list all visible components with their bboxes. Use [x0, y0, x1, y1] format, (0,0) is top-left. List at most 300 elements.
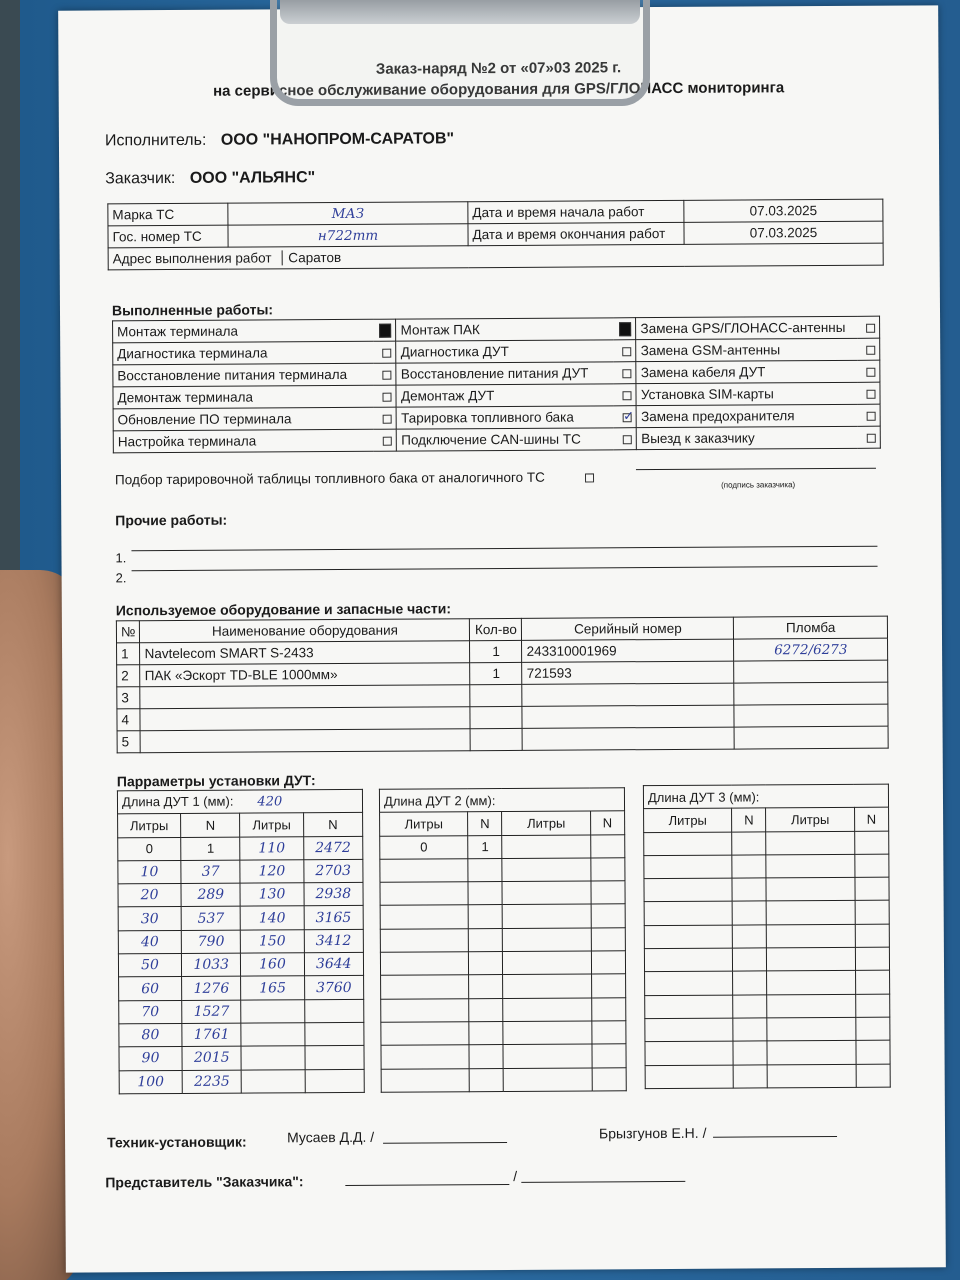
column-header: N [590, 811, 624, 835]
dut-cell: 537 [181, 907, 241, 931]
dut-cell [645, 995, 733, 1019]
dut1-table [117, 789, 365, 1094]
column-header: Литры [118, 814, 181, 838]
column-header: Литры [766, 808, 854, 832]
work-label: Восстановление питания ДУТ [396, 362, 613, 385]
dut-length-row [117, 789, 362, 814]
table-row [644, 877, 889, 902]
table-row [119, 1046, 364, 1071]
table-row [118, 906, 363, 931]
other-works-line-1-label: 1. [115, 550, 127, 566]
work-checkbox[interactable] [866, 390, 875, 399]
dut-cell [502, 835, 590, 859]
work-checkbox[interactable] [383, 415, 392, 424]
customer-signature-line [636, 468, 876, 470]
work-checkbox-cell [374, 363, 397, 385]
dut-cell: 150 [241, 929, 304, 953]
table-row [118, 883, 363, 908]
work-label: Тарировка топливного бака [397, 406, 614, 429]
column-header: Кол-во [470, 618, 522, 640]
plate-label: Гос. номер ТС [108, 225, 228, 248]
dut-cell [381, 998, 469, 1022]
work-checkbox-cell [614, 406, 637, 428]
dut-cell [591, 881, 625, 905]
work-label: Выезд к заказчику [637, 426, 858, 449]
dut-cell: 3412 [304, 929, 364, 953]
column-header: Литры [644, 808, 732, 832]
work-checkbox[interactable] [383, 371, 392, 380]
dut-cell [732, 855, 766, 879]
works-heading: Выполненные работы: [111, 301, 274, 319]
column-header: N [303, 813, 363, 837]
dut-cell [469, 975, 503, 999]
equipment-cell-n: 4 [117, 709, 141, 731]
table-row [645, 994, 890, 1019]
calibration-label: Подбор тарировочной таблицы топливного бака от аналогичного ТС [114, 469, 545, 488]
dut-cell [854, 831, 888, 855]
end-label: Дата и время окончания работ [468, 222, 684, 245]
representative-signature-line-1[interactable] [345, 1184, 509, 1186]
work-checkbox[interactable] [867, 412, 876, 421]
column-header: N [732, 808, 766, 832]
dut-cell [503, 904, 591, 928]
dut-cell: 30 [118, 907, 181, 931]
dut-cell [380, 905, 468, 929]
column-header: Литры [380, 812, 468, 836]
work-checkbox-cell [614, 428, 637, 450]
equipment-cell-n: 1 [117, 643, 141, 665]
dut-cell [733, 971, 767, 995]
work-checkbox[interactable] [619, 322, 631, 336]
dut-cell [855, 971, 889, 995]
dut-cell: 2472 [303, 836, 363, 860]
technician-label: Техник-установщик: [107, 1133, 247, 1151]
equipment-cell-qty: 1 [470, 640, 522, 662]
dut-cell: 2938 [304, 883, 364, 907]
dut-cell [766, 831, 854, 855]
table-row [645, 1017, 890, 1042]
vehicle-info-table [107, 199, 883, 271]
dut-cell: 50 [118, 954, 181, 978]
table-row [380, 858, 625, 883]
dut-cell [855, 854, 889, 878]
dut-cell [468, 928, 502, 952]
column-header: Литры [240, 813, 303, 837]
executor-value: ООО "НАНОПРОМ-САРАТОВ" [220, 130, 455, 149]
dut-cell [304, 1022, 364, 1046]
table-row [381, 1021, 626, 1046]
work-label: Установка SIM-карты [636, 382, 857, 405]
column-header: Серийный номер [522, 617, 734, 640]
work-label: Подключение CAN-шины ТС [397, 428, 614, 451]
dut1-block [117, 789, 365, 1094]
dut-cell [767, 924, 855, 948]
dut-cell [241, 1023, 304, 1047]
technician-1-name: Мусаев Д.Д. / [286, 1128, 375, 1146]
work-label: Замена предохранителя [636, 404, 857, 427]
work-label: Замена GSM-антенны [636, 338, 857, 361]
equipment-cell-seal [734, 682, 888, 705]
dut-cell [503, 928, 591, 952]
table-row [380, 881, 625, 906]
table-row [118, 859, 363, 884]
start-label: Дата и время начала работ [468, 200, 684, 223]
dut-cell [304, 999, 364, 1023]
work-checkbox-cell [857, 426, 880, 448]
equipment-cell-serial [523, 727, 735, 750]
table-row [119, 999, 364, 1024]
document-title: Заказ-наряд №2 от «07»03 2025 г. [375, 59, 622, 78]
dut-cell: 10 [118, 860, 181, 884]
dut-cell [469, 1045, 503, 1069]
dut-cell: 37 [181, 860, 241, 884]
dut-cell [592, 1044, 626, 1068]
dut-cell [767, 901, 855, 925]
work-checkbox[interactable] [623, 413, 632, 422]
dut-cell: 160 [241, 953, 304, 977]
dut-cell [305, 1069, 365, 1093]
table-row [380, 951, 625, 976]
work-checkbox-cell [613, 340, 636, 362]
dut-cell: 1 [181, 837, 241, 861]
dut-cell [732, 878, 766, 902]
table-row [645, 971, 890, 996]
dut-cell [591, 904, 625, 928]
dut-cell [381, 975, 469, 999]
equipment-table [116, 616, 889, 754]
end-value: 07.03.2025 [684, 221, 883, 244]
dut-cell [380, 859, 468, 883]
work-label: Восстановление питания терминала [113, 363, 374, 387]
work-checkbox-cell [613, 318, 636, 340]
work-label: Демонтаж ДУТ [396, 384, 613, 407]
work-checkbox[interactable] [867, 434, 876, 443]
other-works-line-2-label: 2. [115, 570, 127, 586]
equipment-cell-seal [734, 660, 888, 683]
dut-cell [380, 952, 468, 976]
dut-length-row [379, 788, 624, 813]
dut-cell [644, 832, 732, 856]
dut-cell: 2703 [303, 859, 363, 883]
dut-cell [645, 1065, 733, 1089]
dut-cell [242, 1069, 305, 1093]
table-row [117, 726, 888, 753]
equipment-cell-seal [735, 726, 889, 749]
equipment-cell-serial [522, 705, 734, 728]
brand-value: МАЗ [228, 202, 468, 225]
dut-cell [733, 1064, 767, 1088]
dut-cell [468, 882, 502, 906]
table-row [644, 901, 889, 926]
dut2-table [379, 787, 627, 1092]
dut-cell [592, 1021, 626, 1045]
table-row [644, 947, 889, 972]
dut-cell [380, 928, 468, 952]
table-row [113, 426, 880, 453]
dut-cell [733, 995, 767, 1019]
work-checkbox-cell [373, 319, 396, 341]
clipboard-clip [270, 0, 650, 106]
dut-cell: 60 [119, 977, 182, 1001]
dut-cell: 1 [468, 835, 502, 859]
dut-cell [733, 948, 767, 972]
dut-cell [644, 902, 732, 926]
equipment-cell-name [141, 729, 471, 753]
dut-cell [469, 952, 503, 976]
dut-cell: 20 [118, 884, 181, 908]
dut-cell: 130 [240, 883, 303, 907]
column-header: Пломба [734, 616, 888, 639]
work-checkbox[interactable] [383, 349, 392, 358]
equipment-cell-qty [470, 684, 522, 706]
equipment-cell-name: Navtelecom SMART S-2433 [140, 641, 470, 665]
equipment-cell-name: ПАК «Эскорт TD-BLE 1000мм» [140, 663, 470, 687]
equipment-cell-seal [734, 704, 888, 727]
work-checkbox-cell [857, 404, 880, 426]
table-row [108, 243, 883, 270]
dut-cell [503, 974, 591, 998]
dut3-block [643, 784, 891, 1089]
table-row [119, 1069, 364, 1094]
work-checkbox-cell [857, 360, 880, 382]
work-checkbox-cell [857, 382, 880, 404]
dut-cell [469, 1068, 503, 1092]
address-label: Адрес выполнения работ [112, 250, 272, 267]
brand-label: Марка ТС [108, 203, 228, 226]
dut-cell [856, 1017, 890, 1041]
column-header: Литры [502, 811, 590, 835]
representative-signature-line-2[interactable] [521, 1181, 685, 1183]
dut-cell [591, 974, 625, 998]
dut-cell: 90 [119, 1047, 182, 1071]
work-checkbox[interactable] [623, 391, 632, 400]
dut-cell [768, 1064, 856, 1088]
dut-cell: 165 [241, 976, 304, 1000]
work-label: Монтаж терминала [113, 319, 374, 343]
dut3-table [643, 784, 891, 1089]
equipment-cell-name [140, 707, 470, 731]
dut-length-label: Длина ДУТ 2 (мм): [383, 792, 496, 809]
dut-cell [503, 951, 591, 975]
column-header: Наименование оборудования [140, 619, 470, 643]
dut-heading: Парраметры установки ДУТ: [116, 772, 316, 790]
dut-cell: 3644 [304, 952, 364, 976]
dut-cell [767, 994, 855, 1018]
dut-length-cell [643, 784, 888, 809]
table-row [380, 834, 625, 859]
dut-length-label: Длина ДУТ 3 (мм): [647, 789, 760, 805]
work-checkbox[interactable] [866, 346, 875, 355]
executor-label: Исполнитель: [104, 131, 207, 150]
address-value: Саратов [281, 250, 341, 265]
dut-cell [644, 878, 732, 902]
dut-cell [645, 1018, 733, 1042]
address-cell [108, 243, 883, 270]
dut-length-cell [379, 788, 624, 813]
dut-cell [855, 877, 889, 901]
work-checkbox-cell [374, 385, 397, 407]
equipment-cell-qty: 1 [470, 662, 522, 684]
table-row [380, 904, 625, 929]
table-row [381, 1044, 626, 1069]
dut-cell [469, 1021, 503, 1045]
dut-cell: 1527 [182, 1000, 242, 1024]
dut-cell: 1761 [182, 1023, 242, 1047]
dut-cell [503, 1021, 591, 1045]
table-row [644, 924, 889, 949]
work-order-sheet [58, 5, 946, 1272]
table-row [644, 854, 889, 879]
table-header-row [644, 807, 889, 832]
dut-cell [591, 928, 625, 952]
dut-cell [503, 998, 591, 1022]
dut-cell: 1033 [181, 953, 241, 977]
technician-2-name: Брызгунов Е.Н. / [598, 1124, 707, 1142]
dut-cell [592, 1067, 626, 1091]
work-checkbox-cell [613, 362, 636, 384]
work-label: Демонтаж терминала [113, 385, 374, 409]
dut-cell [767, 1017, 855, 1041]
work-checkbox-cell [857, 338, 880, 360]
work-checkbox-cell [374, 429, 397, 451]
dut-cell [732, 831, 766, 855]
dut-cell [644, 948, 732, 972]
start-value: 07.03.2025 [684, 199, 883, 222]
work-checkbox[interactable] [380, 324, 392, 338]
work-checkbox[interactable] [623, 435, 632, 444]
table-row [118, 952, 363, 977]
table-row [381, 1067, 626, 1092]
customer-value: ООО "АЛЬЯНС" [189, 169, 316, 187]
calibration-row [115, 469, 594, 487]
technician-2-signature-line[interactable] [713, 1136, 837, 1138]
dut-cell [381, 1022, 469, 1046]
dut-cell [766, 878, 854, 902]
dut-cell: 70 [119, 1000, 182, 1024]
dut-cell [381, 1068, 469, 1092]
equipment-cell-qty [471, 728, 523, 750]
other-works-line-2[interactable] [132, 566, 878, 572]
dut-cell: 80 [119, 1023, 182, 1047]
dut-cell: 790 [181, 930, 241, 954]
table-row [645, 1064, 890, 1089]
equipment-cell-serial [522, 683, 734, 706]
equipment-cell-serial: 721593 [522, 661, 734, 684]
customer-row [105, 169, 315, 188]
customer-label: Заказчик: [105, 169, 176, 188]
dut-cell [241, 999, 304, 1023]
other-works-heading: Прочие работы: [115, 511, 228, 529]
work-label: Замена кабеля ДУТ [636, 360, 857, 383]
table-row [645, 1040, 890, 1065]
dut-cell [304, 1046, 364, 1070]
work-checkbox[interactable] [866, 324, 875, 333]
dut-cell: 140 [241, 906, 304, 930]
dut-length-row [643, 784, 888, 809]
table-row [381, 974, 626, 999]
other-works-line-1[interactable] [131, 546, 877, 552]
work-label: Настройка терминала [113, 429, 374, 453]
dut-length-label: Длина ДУТ 1 (мм): [121, 793, 234, 810]
equipment-cell-n: 5 [117, 731, 141, 753]
signature-caption: (подпись заказчика) [721, 480, 796, 490]
dut-cell: 120 [240, 860, 303, 884]
dut-cell [590, 834, 624, 858]
dut-cell [502, 858, 590, 882]
equipment-heading: Используемое оборудование и запасные части: [115, 600, 452, 619]
table-row [119, 1022, 364, 1047]
dut-cell: 0 [380, 835, 468, 859]
table-header-row [380, 811, 625, 836]
dut-cell [855, 924, 889, 948]
dut-cell [733, 1018, 767, 1042]
dut-cell [732, 925, 766, 949]
technician-1-signature-line[interactable] [383, 1142, 507, 1144]
dut-cell [855, 947, 889, 971]
column-header: № [116, 621, 140, 643]
dut-cell [645, 971, 733, 995]
work-label: Обновление ПО терминала [113, 407, 374, 431]
representative-label: Представитель "Заказчика": [105, 1173, 304, 1191]
work-label: Диагностика ДУТ [396, 340, 613, 363]
equipment-cell-n: 3 [117, 687, 141, 709]
work-label: Замена GPS/ГЛОНАСС-антенны [636, 316, 857, 339]
work-checkbox-cell [614, 384, 637, 406]
dut-cell: 3760 [304, 976, 364, 1000]
work-checkbox[interactable] [866, 368, 875, 377]
dut-cell [766, 854, 854, 878]
work-checkbox[interactable] [623, 369, 632, 378]
dut-cell [733, 1041, 767, 1065]
dut-cell [644, 855, 732, 879]
equipment-cell-seal: 6272/6273 [734, 638, 888, 661]
plate-value: н722тт [228, 224, 468, 247]
dut-cell [469, 998, 503, 1022]
column-header: N [854, 807, 888, 831]
works-table [112, 316, 881, 454]
dut-cell [241, 1046, 304, 1070]
dut-cell: 2235 [182, 1070, 242, 1094]
dut-cell [732, 901, 766, 925]
executor-row [105, 130, 454, 150]
dut-cell: 289 [181, 883, 241, 907]
dut-cell: 1276 [182, 976, 242, 1000]
dut-cell [645, 1041, 733, 1065]
dut-cell [855, 994, 889, 1018]
representative-slash: / [513, 1167, 518, 1184]
calibration-checkbox[interactable] [585, 473, 594, 482]
equipment-cell-qty [470, 706, 522, 728]
table-row [381, 997, 626, 1022]
dut-cell [468, 858, 502, 882]
table-row [118, 929, 363, 954]
dut-cell [856, 1064, 890, 1088]
dut-cell [767, 1041, 855, 1065]
work-checkbox[interactable] [623, 347, 632, 356]
dut-cell [503, 1044, 591, 1068]
dut2-block [379, 787, 627, 1092]
dut-cell: 110 [240, 836, 303, 860]
work-checkbox[interactable] [383, 393, 392, 402]
dut-cell: 100 [119, 1070, 182, 1094]
table-row [118, 836, 363, 861]
work-checkbox-cell [857, 316, 880, 338]
dut-cell [591, 997, 625, 1021]
work-checkbox[interactable] [383, 437, 392, 446]
equipment-cell-name [140, 685, 470, 709]
work-label: Монтаж ПАК [396, 318, 613, 341]
dut-cell [767, 947, 855, 971]
